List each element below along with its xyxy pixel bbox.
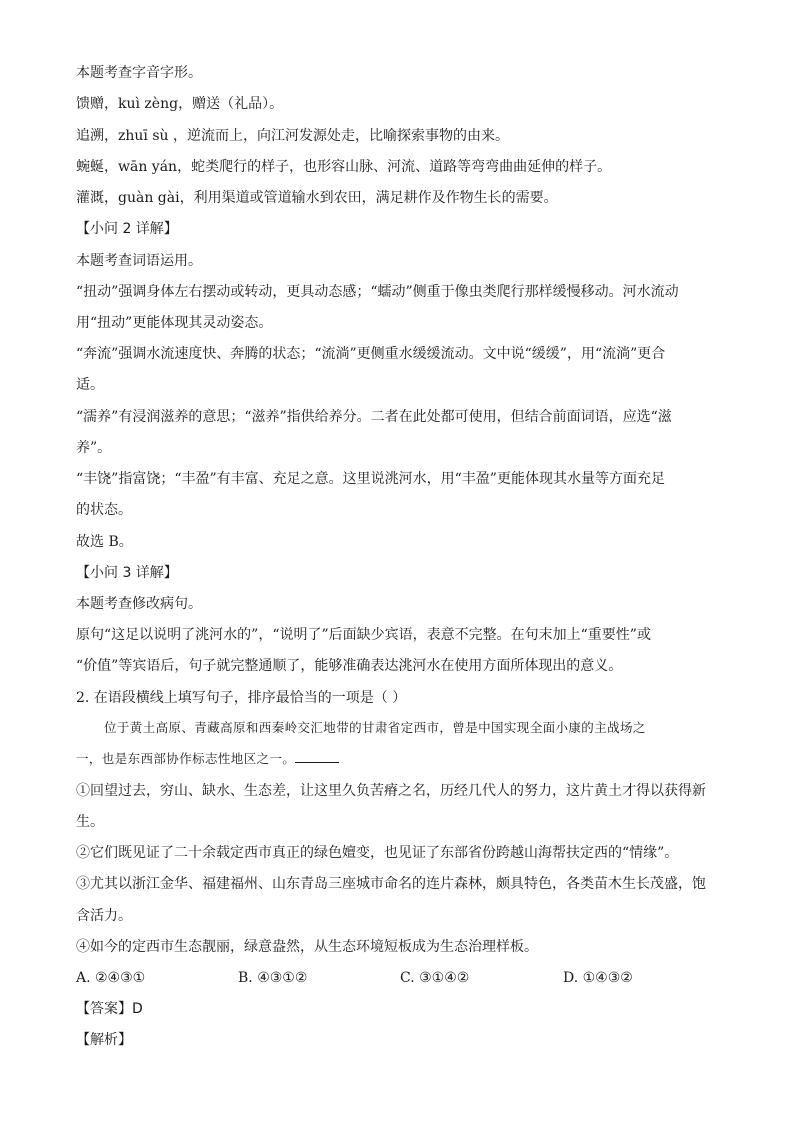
text-line: 馈赠，kuì zèng，赠送（礼品）。 [76, 96, 284, 112]
sentence-line: ①回望过去，穷山、缺水、生态差，让这里久负苦瘠之名，历经几代人的努力，这片黄土才得以获得新 [76, 783, 706, 799]
answer-label: 【答案】D [76, 1001, 143, 1017]
sentence-line: 生。 [76, 814, 104, 830]
text-line: 本题考查字音字形。 [76, 65, 202, 81]
sentence-line: ③尤其以浙江金华、福建福州、山东青岛三座城市命名的连片森林，颇具特色，各类苗木生长茂盛，饱 [76, 876, 706, 892]
option-a: A. ②④③① [76, 970, 146, 986]
option-d: D. ①④③② [563, 970, 633, 986]
text-line: “濡养”有浸润滋养的意思；“滋养”指供给养分。二者在此处都可使用，但结合前面词语，应选“滋 [76, 409, 672, 425]
option-c: C. ③①④② [400, 970, 470, 986]
text-line: 适。 [76, 377, 104, 393]
text-line: “价值”等宾语后，句子就完整通顺了，能够准确表达洮河水在使用方面所体现出的意义。 [76, 658, 623, 674]
text-line: 用“扭动”更能体现其灵动姿态。 [76, 315, 273, 331]
text-line: “扭动”强调身体左右摆动或转动，更具动态感；“蠕动”侧重于像虫类爬行那样缓慢移动。河水流动 [76, 284, 679, 300]
text-line: 灌溉，guàn gài，利用渠道或管道输水到农田，满足耕作及作物生长的需要。 [76, 190, 558, 206]
question-stem: 2. 在语段横线上填写句子，排序最恰当的一项是（ ） [76, 690, 407, 706]
text-line: “丰饶”指富饶；“丰盈”有丰富、充足之意。这里说洮河水，用“丰盈”更能体现其水量等方面充足 [76, 471, 665, 487]
text-line: 原句“这足以说明了洮河水的”，“说明了”后面缺少宾语，表意不完整。在句末加上“重要性”或 [76, 627, 651, 643]
fill-in-blank [295, 748, 339, 763]
text-line: 追溯，zhuī sù ，逆流而上，向江河发源处走，比喻探索事物的由来。 [76, 128, 509, 144]
section-heading: 【小问 3 详解】 [76, 565, 178, 581]
sentence-line: ②它们既见证了二十余载定西市真正的绿色嬗变，也见证了东部省份跨越山海帮扶定西的“情缘”。 [76, 845, 679, 861]
option-b: B. ④③①② [238, 970, 308, 986]
passage-line [76, 748, 339, 769]
text-line: 蜿蜒，wān yán，蛇类爬行的样子，也形容山脉、河流、道路等弯弯曲曲延伸的样子。 [76, 159, 612, 175]
text-line: “奔流”强调水流速度快、奔腾的状态；“流淌”更侧重水缓缓流动。文中说“缓缓”，用“流淌”更合 [76, 346, 666, 362]
sentence-line: 含活力。 [76, 908, 132, 924]
sentence-line: ④如今的定西市生态靓丽，绿意盎然，从生态环境短板成为生态治理样板。 [76, 939, 538, 955]
section-heading: 【小问 2 详解】 [76, 221, 178, 237]
passage-text: 一，也是东西部协作标志性地区之一。 [76, 751, 296, 766]
text-line: 本题考查词语运用。 [76, 253, 202, 269]
text-line: 本题考查修改病句。 [76, 596, 202, 612]
text-line: 养”。 [76, 440, 112, 456]
passage-line: 位于黄土高原、青藏高原和西秦岭交汇地带的甘肃省定西市，曾是中国实现全面小康的主战场之 [104, 720, 646, 735]
text-line: 故选 B。 [76, 534, 133, 550]
text-line: 的状态。 [76, 502, 132, 518]
options-row [76, 968, 716, 988]
analysis-label: 【解析】 [76, 1032, 132, 1048]
